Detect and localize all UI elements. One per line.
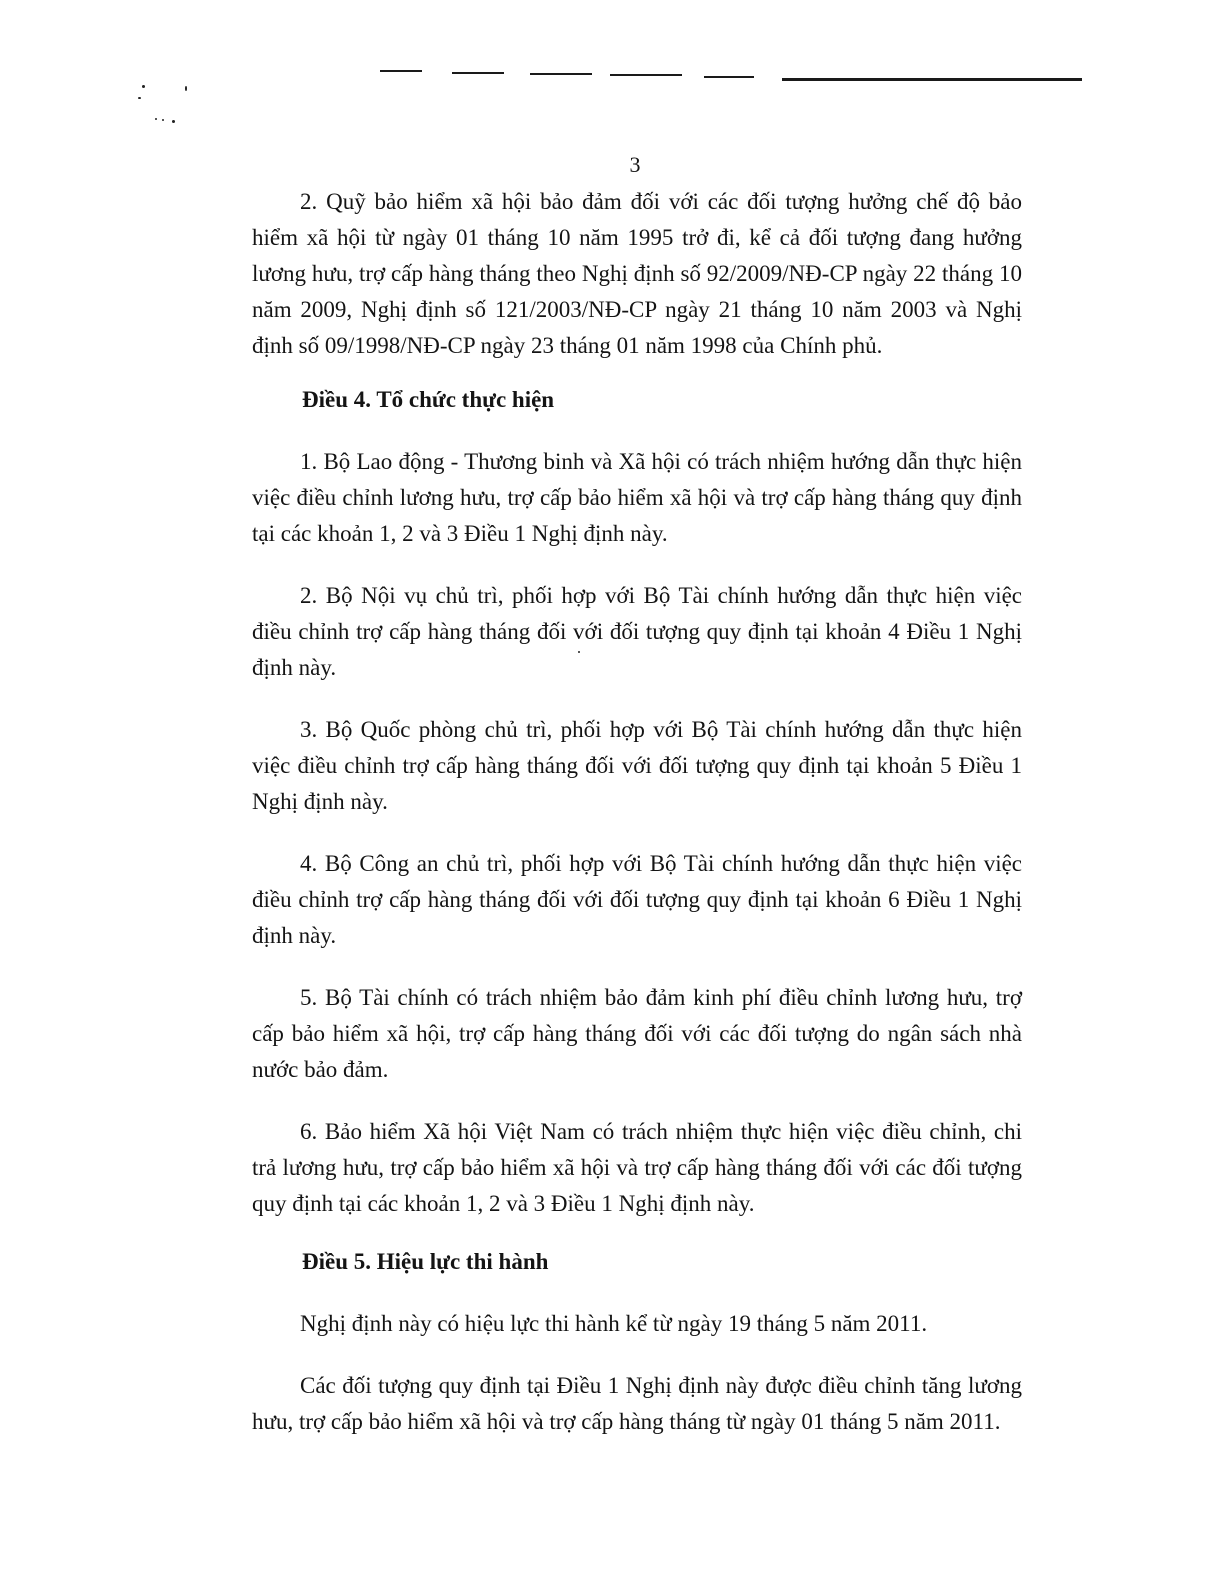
scan-speck: [138, 97, 141, 99]
article4-clause-1: 1. Bộ Lao động - Thương binh và Xã hội có trách nhiệm hướng dẫn thực hiện việc điều chỉnh lương hưu, trợ cấp bảo hiểm xã hội và trợ cấp hàng tháng quy định tại các khoản 1, 2 và 3 Điều 1 Nghị định này.: [252, 449, 1022, 546]
article5-paragraph-2: Các đối tượng quy định tại Điều 1 Nghị định này được điều chỉnh tăng lương hưu, trợ cấp bảo hiểm xã hội và trợ cấp hàng tháng từ ngày 01 tháng 5 năm 2011.: [252, 1373, 1022, 1434]
header-rule-segment: [530, 73, 592, 75]
article5-heading: Điều 5. Hiệu lực thi hành: [302, 1249, 549, 1274]
article4-heading: Điều 4. Tổ chức thực hiện: [302, 387, 555, 412]
scan-speck: [172, 120, 175, 123]
scan-speck: [185, 86, 187, 91]
article4-clause-2: 2. Bộ Nội vụ chủ trì, phối hợp với Bộ Tài chính hướng dẫn thực hiện việc điều chỉnh trợ cấp hàng tháng đối với đối tượng quy định tại khoản 4 Điều 1 Nghị định này.: [252, 583, 1022, 680]
scan-speck: [142, 85, 145, 88]
header-rule-segment: [610, 74, 682, 76]
header-rule-segment: [704, 76, 754, 78]
article4-clause-4: 4. Bộ Công an chủ trì, phối hợp với Bộ Tài chính hướng dẫn thực hiện việc điều chỉnh trợ cấp hàng tháng đối với đối tượng quy định tại khoản 6 Điều 1 Nghị định này.: [252, 851, 1022, 948]
header-rule-segment: [380, 70, 422, 72]
document-body: [252, 184, 1022, 1466]
scan-speck: [155, 118, 157, 120]
article4-clause-5: 5. Bộ Tài chính có trách nhiệm bảo đảm kinh phí điều chỉnh lương hưu, trợ cấp bảo hiểm xã hội, trợ cấp hàng tháng đối với các đối tượng do ngân sách nhà nước bảo đảm.: [252, 985, 1022, 1082]
article4-clause-3: 3. Bộ Quốc phòng chủ trì, phối hợp với Bộ Tài chính hướng dẫn thực hiện việc điều chỉnh trợ cấp hàng tháng đối với đối tượng quy định tại khoản 5 Điều 1 Nghị định này.: [252, 717, 1022, 814]
page-number: 3: [629, 152, 641, 177]
header-rule-segment: [452, 72, 504, 74]
article4-clause-6: 6. Bảo hiểm Xã hội Việt Nam có trách nhiệm thực hiện việc điều chỉnh, chi trả lương hưu, trợ cấp bảo hiểm xã hội và trợ cấp hàng tháng đối với các đối tượng quy định tại các khoản 1, 2 và 3 Điều 1 Nghị định này.: [252, 1119, 1022, 1216]
article5-paragraph-1: Nghị định này có hiệu lực thi hành kể từ ngày 19 tháng 5 năm 2011.: [300, 1311, 928, 1336]
header-rule-segment: [782, 78, 1082, 81]
article3-clause-2: 2. Quỹ bảo hiểm xã hội bảo đảm đối với các đối tượng hưởng chế độ bảo hiểm xã hội từ ngày 01 tháng 10 năm 1995 trở đi, kể cả đối tượng đang hưởng lương hưu, trợ cấp hàng tháng theo Nghị định số 92/2009/NĐ-CP ngày 22 tháng 10 năm 2009, Nghị định số 121/2003/NĐ-CP ngày 21 tháng 10 năm 2003 và Nghị định số 09/1998/NĐ-CP ngày 23 tháng 01 năm 1998 của Chính phủ.: [252, 189, 1022, 358]
scan-speck: [162, 119, 164, 121]
